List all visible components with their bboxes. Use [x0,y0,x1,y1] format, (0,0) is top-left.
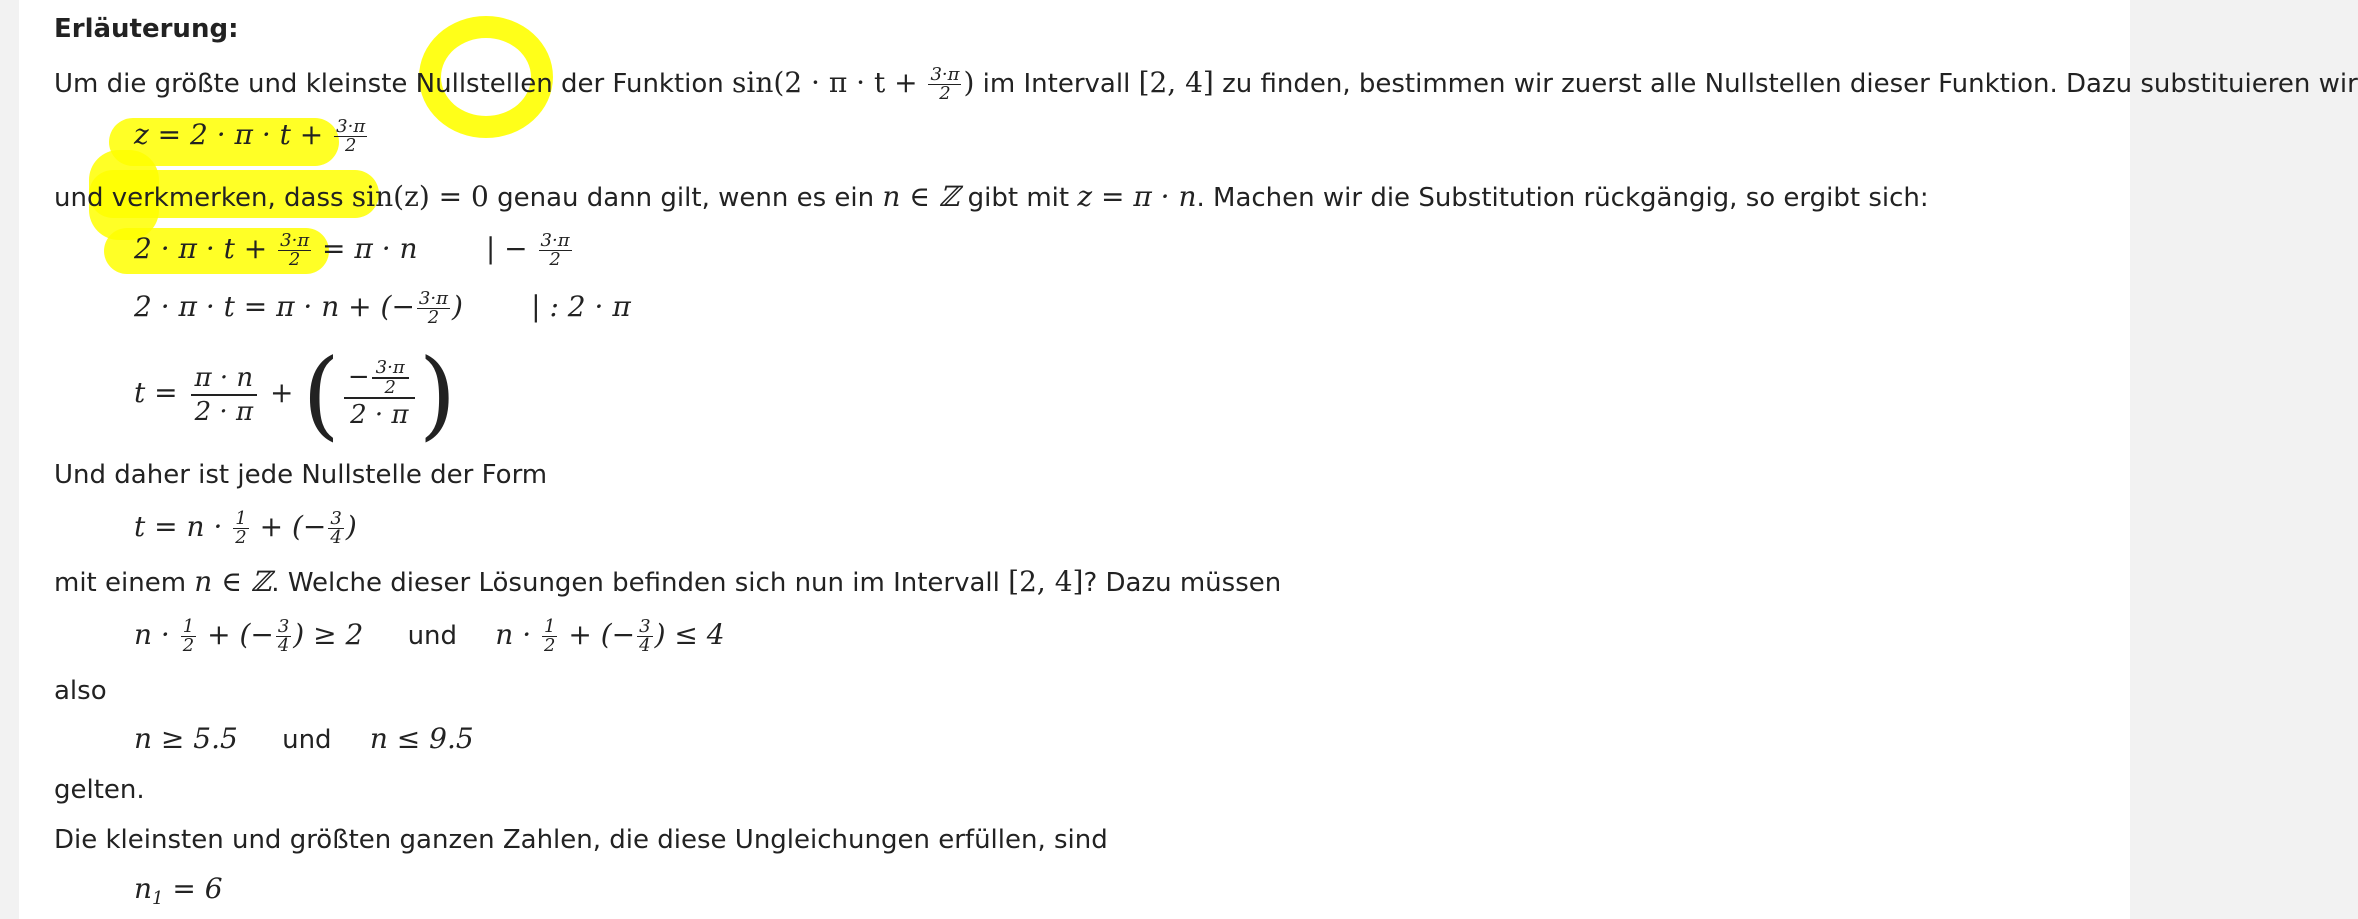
ineq-left-frac-1 [181,618,196,655]
left-paren: ( [302,338,340,451]
substitution-fraction [334,118,367,155]
step1-op-fraction [539,232,572,269]
result-n1 [134,872,223,916]
ineq-right-b: + (− [559,618,636,651]
function-fraction [928,66,961,103]
paragraph-intro [54,66,2358,103]
sine-zero-equation: sin(z) = 0 [351,180,489,213]
step2-operation: | : 2 · π [531,290,631,323]
question-text-before: mit einem [54,568,195,598]
paragraph-interval-question [54,565,1281,600]
interval: [2, 4] [1008,565,1084,598]
fraction-numerator: 3·π [280,230,310,251]
step1-lhs: 2 · π · t + [134,232,277,265]
equation-step-1 [134,232,574,269]
fraction-denominator: 4 [639,635,651,656]
function-close: ) [963,66,975,99]
solution-close: ) [345,510,357,543]
paragraph-form: Und daher ist jede Nullstelle der Form [54,460,548,490]
solution-lhs: t = n · [134,510,232,543]
ineq-left-a: n · [134,618,179,651]
fraction-denominator: 4 [277,635,290,656]
paragraph-also: also [54,676,107,706]
fraction-denominator: 2 [544,635,556,656]
subscript: 1 [152,888,164,909]
fraction-denominator: 2 [549,249,561,270]
fraction-denominator: 2 [427,307,440,328]
fraction-denominator: 2 [235,527,247,548]
paragraph-integers: Die kleinsten und größten ganzen Zahlen, die diese Ungleichungen erfüllen, sind [54,825,1108,855]
note-text-mid: genau dann gilt, wenn es ein [488,183,883,213]
step3-fraction-1 [191,362,258,428]
n-variable: n [134,872,153,905]
ineq-right-a: n · [495,618,541,651]
ineq-left-frac-2 [276,618,291,655]
intro-text-after: zu finden, bestimmen wir zuerst alle Nullstellen dieser Funktion. Dazu substituieren wir [1213,69,2358,99]
equation-step-2 [134,290,631,327]
substitution-equation [134,118,369,155]
paragraph-gelten: gelten. [54,775,145,805]
fraction-numerator: 3 [277,616,290,637]
bounds-inequalities [134,722,474,757]
solution-fraction-a [233,510,248,547]
solution-fraction-b [328,510,343,547]
fraction-numerator: 1 [544,616,556,637]
fraction-numerator: 3 [639,616,651,637]
step3-fraction-2 [344,356,415,431]
paragraph-substitution-note [54,180,1929,215]
inequalities [134,618,725,655]
fraction-denominator: 4 [330,527,342,548]
heading: Erläuterung: [54,14,239,44]
step3-lhs: t = [134,376,187,409]
und-connector: und [407,621,458,651]
minus-sign: − [347,361,370,392]
fraction-numerator: π · n [191,362,258,396]
step2-close: ) [451,290,463,323]
equation-general-solution [134,510,357,547]
function-expression: sin(2 · π · t + [732,66,927,99]
step3-plus: + [261,376,303,409]
equation-step-3 [134,338,457,451]
interval: [2, 4] [1138,66,1214,99]
ineq-right-c: ) ≤ 4 [654,618,725,651]
ineq-right-frac-1 [542,618,557,655]
fraction-denominator: 2 [384,376,396,398]
fraction-denominator: 2 · π [350,399,409,430]
z-equation: z = π · n [1077,180,1197,213]
integer-set: n ∈ ℤ [194,565,272,598]
fraction-numerator: 3·π [418,288,448,309]
und-connector: und [282,725,332,755]
ineq-left-c: ) ≥ 2 [293,618,364,651]
note-text-after: . Machen wir die Substitution rückgängig, so ergibt sich: [1196,183,1929,213]
ineq-left-b: + (− [198,618,274,651]
intro-text-mid: im Intervall [974,69,1139,99]
integer-set: n ∈ ℤ [882,180,960,213]
note-text-before: und verkmerken, dass [54,183,352,213]
lower-bound: n ≥ 5.5 [134,722,238,755]
fraction-numerator: 3·π [336,116,366,137]
fraction-numerator: 3·π [540,230,570,251]
step2-fraction [417,290,450,327]
fraction-denominator: 2 [344,135,357,156]
ineq-right-frac-2 [637,618,652,655]
step1-fraction [278,232,311,269]
right-paren: ) [418,338,457,451]
inner-fraction [372,356,409,398]
page [19,0,2358,919]
fraction-numerator: 3 [330,508,342,529]
note-text-mid2: gibt mit [959,183,1078,213]
fraction-denominator: 2 [182,635,195,656]
intro-text-before: Um die größte und kleinste Nullstellen der Funktion [54,69,733,99]
fraction-numerator: 1 [182,616,195,637]
question-text-mid: . Welche dieser Lösungen befinden sich nun im Intervall [271,568,1009,598]
question-text-after: ? Dazu müssen [1083,568,1282,598]
fraction-numerator: 3·π [930,64,960,85]
fraction-numerator: 3·π [372,359,409,379]
fraction-numerator: 1 [235,508,247,529]
fraction-denominator: 2 · π [194,396,254,427]
solution-mid: + (− [250,510,327,543]
fraction-denominator: 2 [939,83,951,104]
fraction-denominator: 2 [288,249,301,270]
upper-bound: n ≤ 9.5 [369,722,474,755]
result-value: = 6 [163,872,223,905]
step1-operation: | − [485,232,537,265]
step2-lhs: 2 · π · t = π · n + (− [134,290,415,323]
substitution-lhs: z = 2 · π · t + [134,118,333,151]
step1-rhs: = π · n [313,232,418,265]
